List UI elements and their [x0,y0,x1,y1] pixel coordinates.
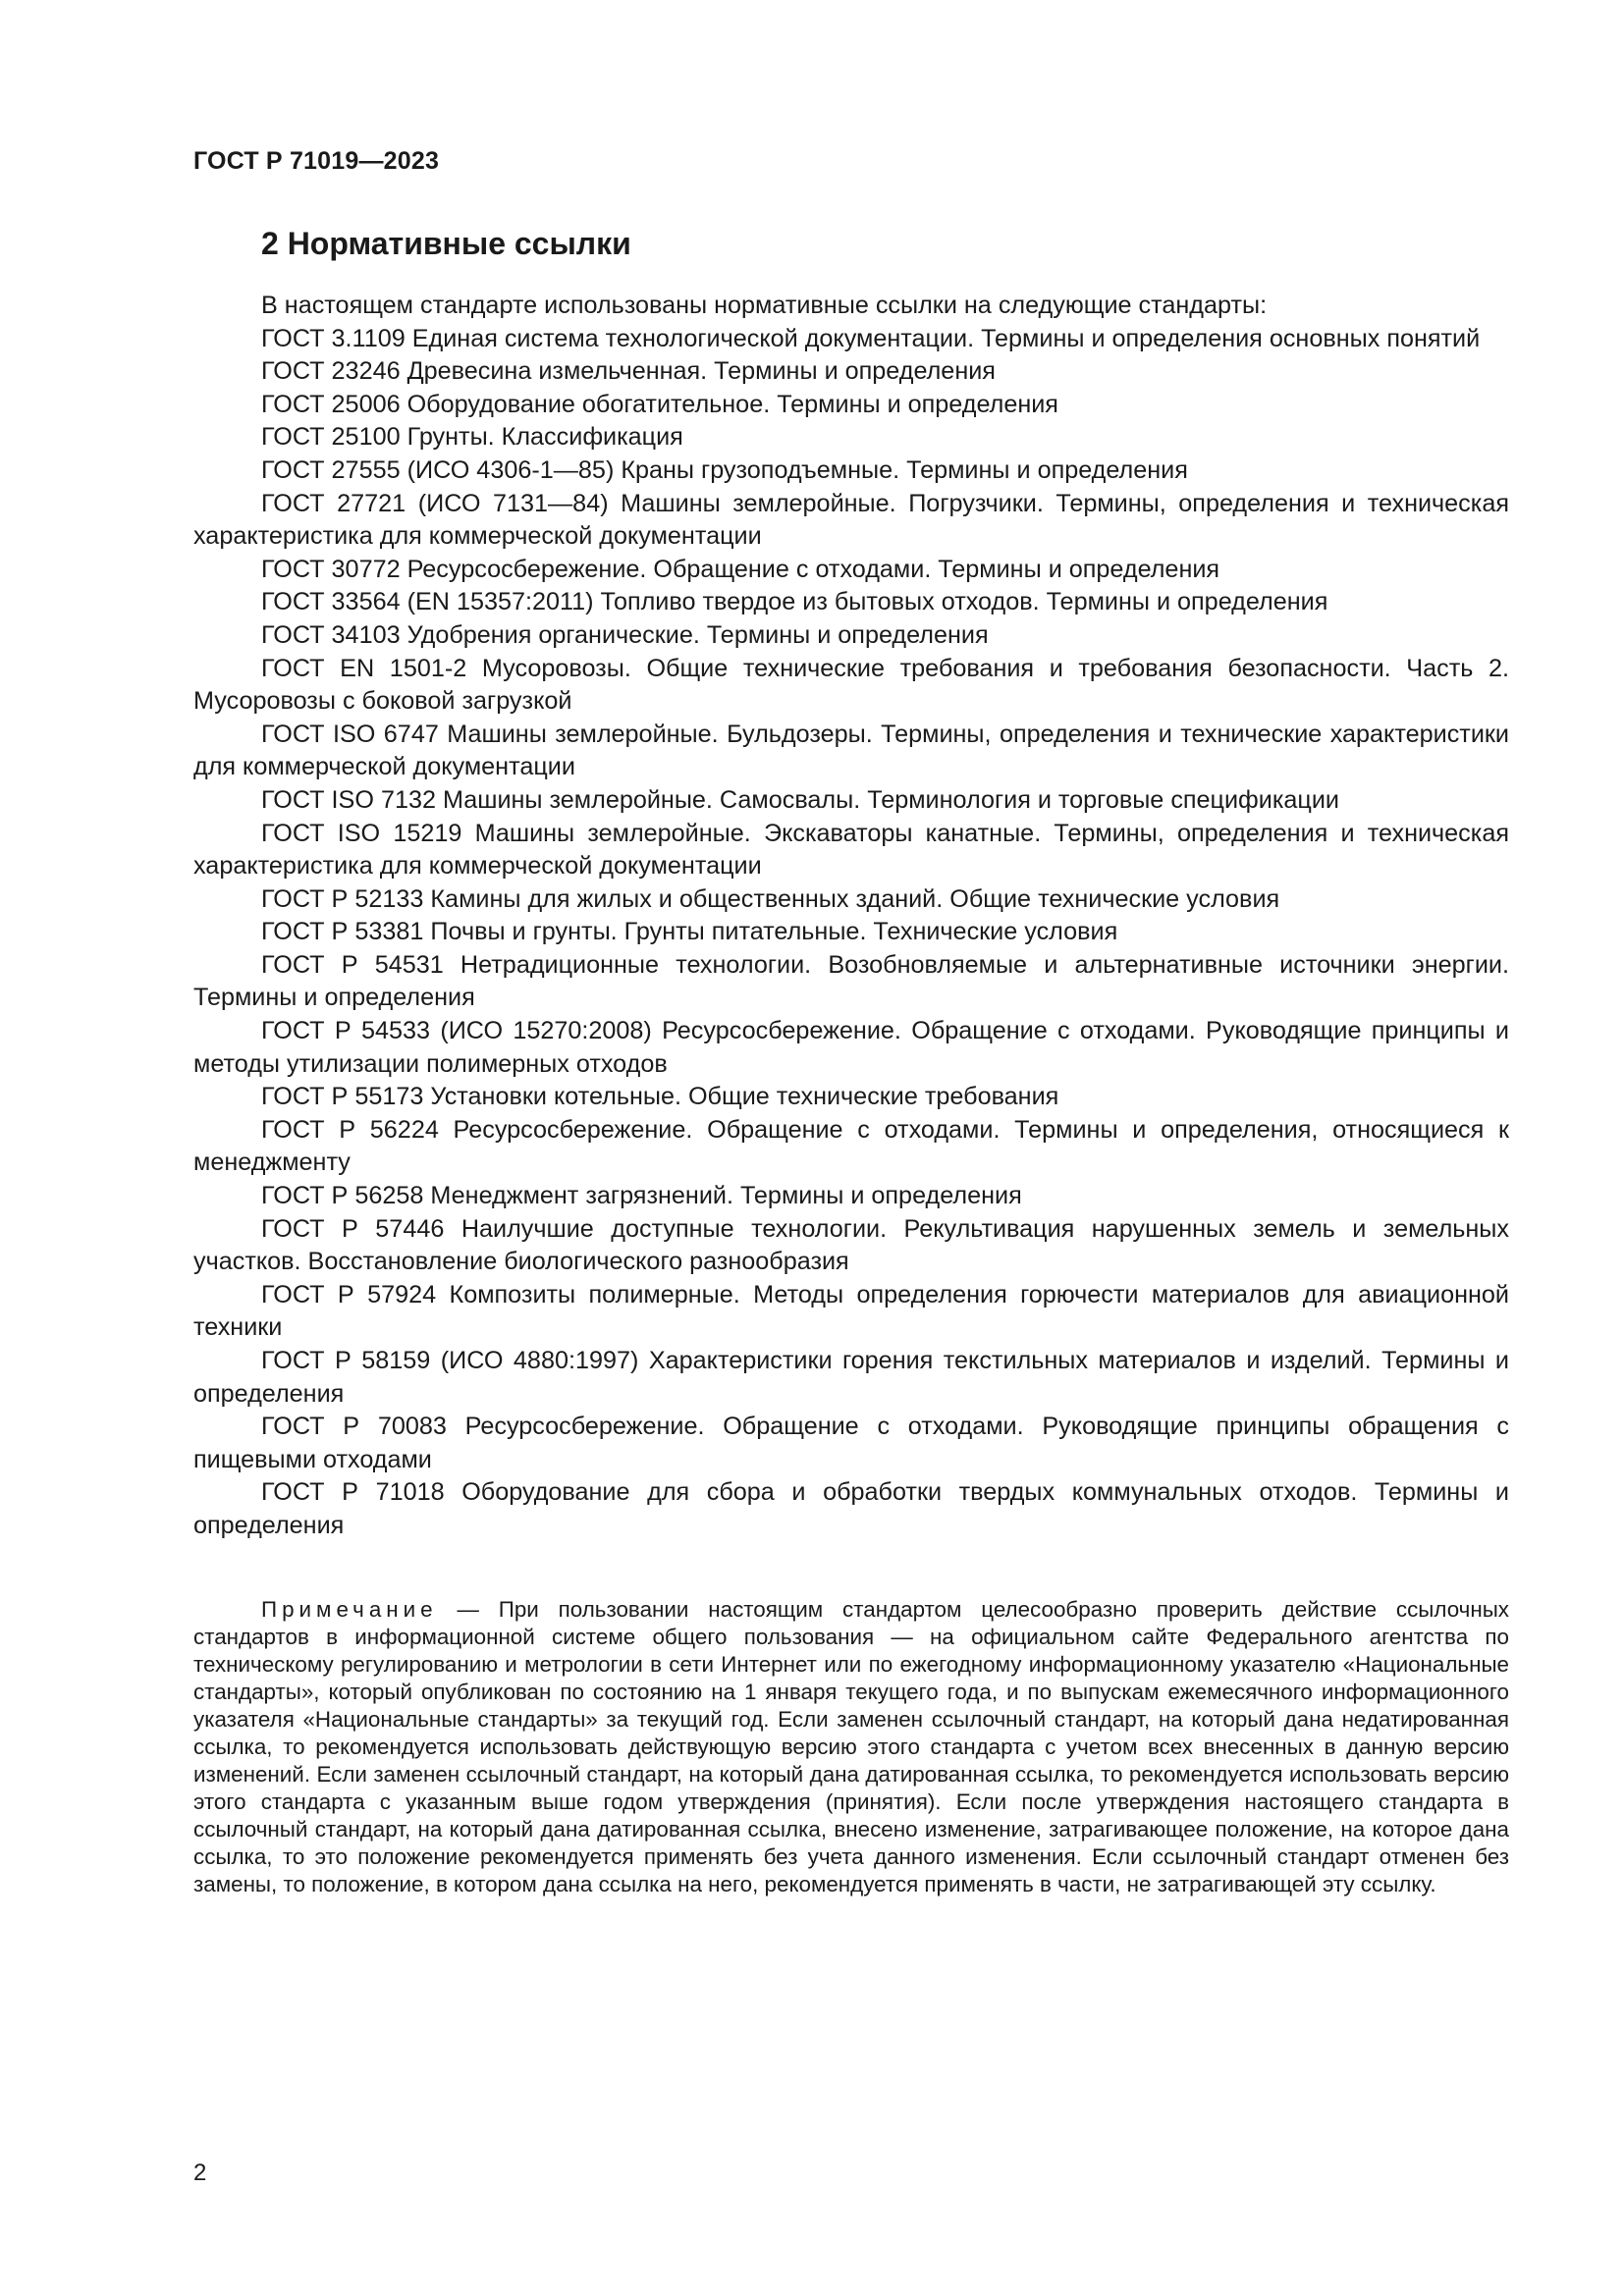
reference-item: ГОСТ Р 55173 Установки котельные. Общие технические требования [261,1083,1059,1111]
reference-item: ГОСТ 3.1109 Единая система технологической документации. Термины и определения основных понятий [261,324,1481,352]
reference-item: ГОСТ Р 54533 (ИСО 15270:2008) Ресурсосбережение. Обращение с отходами. Руководящие принципы и методы утилизации полимерных отходов [193,1017,1509,1078]
reference-item: ГОСТ 23246 Древесина измельченная. Термины и определения [261,357,996,386]
section-title: 2 Нормативные ссылки [261,226,631,261]
reference-item: ГОСТ ISO 15219 Машины землеройные. Экскаваторы канатные. Термины, определения и техническая характеристика для коммерческой документации [193,819,1509,881]
references-list [193,290,1509,1543]
reference-item: ГОСТ Р 53381 Почвы и грунты. Грунты питательные. Технические условия [261,918,1118,946]
reference-item: ГОСТ ISO 6747 Машины землеройные. Бульдозеры. Термины, определения и технические характеристики для коммерческой документации [193,720,1509,781]
reference-item: ГОСТ Р 70083 Ресурсосбережение. Обращение с отходами. Руководящие принципы обращения с пищевыми отходами [193,1413,1509,1473]
reference-item: ГОСТ Р 52133 Камины для жилых и общественных зданий. Общие технические условия [261,884,1280,913]
reference-item: ГОСТ EN 1501-2 Мусоровозы. Общие технические требования и требования безопасности. Часть 2. Мусоровозы с боковой загрузкой [193,654,1509,716]
reference-item: ГОСТ 25006 Оборудование обогатительное. Термины и определения [261,390,1058,418]
note-label: Примечание [261,1597,438,1622]
reference-item: ГОСТ 30772 Ресурсосбережение. Обращение с отходами. Термины и определения [261,555,1220,583]
reference-item: ГОСТ Р 57446 Наилучшие доступные технологии. Рекультивация нарушенных земель и земельных участков. Восстановление биологического разнообразия [193,1214,1509,1276]
reference-item: ГОСТ Р 56224 Ресурсосбережение. Обращение с отходами. Термины и определения, относящиеся к менеджменту [193,1115,1509,1177]
document-header-id: ГОСТ Р 71019—2023 [193,147,440,175]
reference-item: ГОСТ 27721 (ИСО 7131—84) Машины землеройные. Погрузчики. Термины, определения и техническая характеристика для коммерческой документации [193,489,1509,551]
reference-item: ГОСТ 25100 Грунты. Классификация [261,423,683,452]
reference-item: ГОСТ Р 54531 Нетрадиционные технологии. Возобновляемые и альтернативные источники энергии. Термины и определения [193,950,1509,1012]
reference-item: ГОСТ Р 57924 Композиты полимерные. Методы определения горючести материалов для авиационной техники [193,1280,1509,1342]
reference-item: ГОСТ 33564 (EN 15357:2011) Топливо твердое из бытовых отходов. Термины и определения [261,588,1328,616]
note-text: — При пользовании настоящим стандартом целесообразно проверить действие ссылочных стандартов в информационной системе общего пользования — на официальном сайте Федерального агентства по техническому регулированию и метрологии в сети Интернет или по ежегодному информационному указателю «Национальные стандарты», который опубликован по состоянию на 1 января текущего года, и по выпускам ежемесячного информационного указателя «Национальные стандарты» за текущий год. Если заменен ссылочный стандарт, на который дана недатированная ссылка, то рекомендуется использовать действующую версию этого стандарта с учетом всех внесенных в данную версию изменений. Если заменен ссылочный стандарт, на который дана датированная ссылка, то рекомендуется использовать версию этого стандарта с указанным выше годом утверждения (принятия). Если после утверждения настоящего стандарта в ссылочный стандарт, на который дана датированная ссылка, внесено изменение, затрагивающее положение, на которое дана ссылка, то это положение рекомендуется применять без учета данного изменения. Если ссылочный стандарт отменен без замены, то положение, в котором дана ссылка на него, рекомендуется применять в части, не затрагивающей эту ссылку. [193,1597,1509,1896]
references-intro: В настоящем стандарте использованы нормативные ссылки на следующие стандарты: [261,292,1268,319]
note-block [193,1596,1509,1898]
reference-item: ГОСТ 27555 (ИСО 4306-1—85) Краны грузоподъемные. Термины и определения [261,455,1188,484]
note-paragraph [193,1596,1509,1898]
reference-item: ГОСТ Р 56258 Менеджмент загрязнений. Термины и определения [261,1182,1022,1210]
reference-item: ГОСТ ISO 7132 Машины землеройные. Самосвалы. Терминология и торговые спецификации [261,785,1339,814]
page-number: 2 [193,2160,207,2186]
reference-item: ГОСТ Р 58159 (ИСО 4880:1997) Характеристики горения текстильных материалов и изделий. Термины и определения [193,1347,1509,1408]
reference-item: ГОСТ Р 71018 Оборудование для сбора и обработки твердых коммунальных отходов. Термины и определения [193,1478,1509,1539]
reference-item: ГОСТ 34103 Удобрения органические. Термины и определения [261,620,989,649]
